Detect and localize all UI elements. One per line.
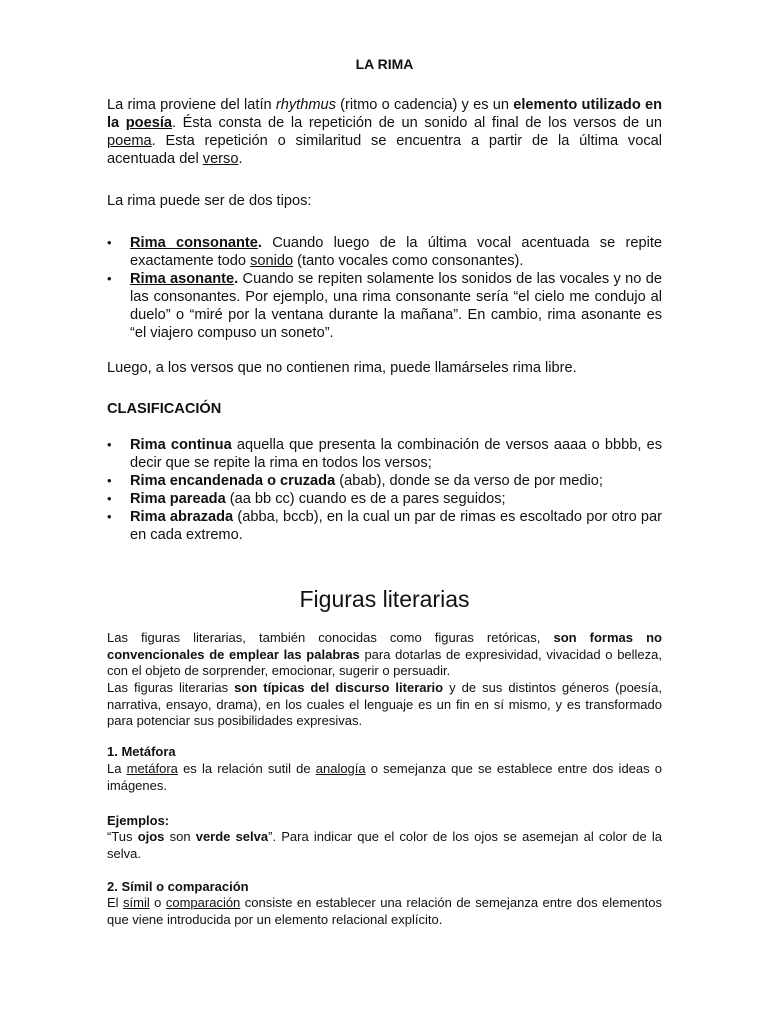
link-comparacion[interactable]: comparación bbox=[165, 895, 241, 910]
figuras-paragraph-2 bbox=[107, 680, 662, 730]
clasificacion-name: Rima pareada bbox=[130, 491, 226, 507]
rhyme-type-desc: (tanto vocales como consonantes). bbox=[293, 253, 524, 269]
simil-text: o bbox=[149, 895, 166, 910]
clasificacion-list bbox=[107, 436, 662, 544]
figuras-text: para dotarlas de expresividad, vivacidad o belleza, con el objeto de sorprender, emocionar, sugerir o persuadir. bbox=[107, 646, 663, 678]
simil-paragraph bbox=[107, 895, 662, 928]
intro-text: . Esta repetición o similaritud se encuentra a partir de la última vocal acentuada del bbox=[107, 133, 662, 167]
link-metafora[interactable]: metáfora bbox=[126, 761, 178, 776]
ejemplos-bold: verde selva bbox=[195, 829, 269, 844]
clasificacion-desc: aquella que presenta la combinación de versos aaaa o bbbb, es decir que se repite la rima en todos los versos; bbox=[130, 437, 662, 471]
ejemplos-paragraph bbox=[107, 829, 662, 862]
clasificacion-heading: CLASIFICACIÓN bbox=[107, 401, 222, 417]
intro-paragraph bbox=[107, 96, 662, 168]
intro-bold-text: elemento utilizado en la bbox=[107, 97, 663, 131]
metafora-heading: 1. Metáfora bbox=[107, 744, 176, 759]
figuras-text: Las figuras literarias bbox=[107, 680, 235, 695]
rima-libre-paragraph: Luego, a los versos que no contienen rima, puede llamárseles rima libre. bbox=[107, 360, 577, 376]
ejemplos-text: ”. Para indicar que el color de los ojos se asemejan al color de la selva. bbox=[107, 829, 662, 861]
list-item bbox=[107, 472, 662, 490]
ejemplos-text: son bbox=[164, 829, 196, 844]
ejemplos-heading: Ejemplos: bbox=[107, 813, 170, 828]
clasificacion-desc: (abab), donde se da verso de por medio; bbox=[335, 473, 603, 489]
clasificacion-name: Rima encandenada o cruzada bbox=[130, 473, 336, 489]
metafora-text: La bbox=[107, 761, 127, 776]
page-title: LA RIMA bbox=[355, 56, 414, 72]
ejemplos-text: “Tus bbox=[107, 829, 138, 844]
figuras-title: Figuras literarias bbox=[299, 586, 470, 612]
link-poesia[interactable]: poesía bbox=[125, 115, 172, 131]
list-item bbox=[107, 234, 662, 270]
intro-text: (ritmo o cadencia) y es un bbox=[335, 97, 514, 113]
rhyme-type-desc: Cuando luego de la última vocal acentuada se repite exactamente todo bbox=[130, 235, 662, 269]
simil-heading: 2. Símil o comparación bbox=[107, 879, 249, 894]
figuras-bold: son formas no convencionales de emplear las palabras bbox=[107, 630, 662, 662]
intro-text: La rima proviene del latín bbox=[107, 97, 276, 113]
rhyme-type-name: Rima consonante bbox=[130, 235, 258, 251]
clasificacion-name: Rima abrazada bbox=[130, 509, 234, 525]
link-verso[interactable]: verso bbox=[202, 151, 239, 167]
list-item bbox=[107, 508, 662, 544]
list-item bbox=[107, 436, 662, 472]
simil-text: consiste en establecer una relación de semejanza entre dos elementos que viene introducida por un elemento relacional explícito. bbox=[107, 895, 662, 927]
clasificacion-desc: (abba, bccb), en la cual un par de rimas es escoltado por otro par en cada extremo. bbox=[130, 509, 662, 543]
rhyme-type-name: Rima asonante bbox=[130, 271, 235, 287]
rhyme-type-dot: . bbox=[234, 271, 239, 287]
rhyme-type-dot: . bbox=[257, 235, 262, 251]
rhyme-types-list bbox=[107, 234, 662, 342]
link-analogia[interactable]: analogía bbox=[315, 761, 366, 776]
metafora-paragraph bbox=[107, 761, 662, 794]
rhyme-type-desc: Cuando se repiten solamente los sonidos de las vocales y no de las consonantes. Por ejemplo, una rima consonante sería “el cielo me condujo al duelo” o “miré por la ventana durante la mañana”. En cambio, rima asonante es “el viajero compuso un soneto”. bbox=[130, 271, 662, 341]
simil-text: El bbox=[107, 895, 124, 910]
link-simil[interactable]: símil bbox=[123, 895, 150, 910]
latin-word: rhythmus bbox=[275, 97, 336, 113]
types-intro: La rima puede ser de dos tipos: bbox=[107, 193, 312, 209]
link-poema[interactable]: poema bbox=[107, 133, 152, 149]
ejemplos-bold: ojos bbox=[137, 829, 165, 844]
link-sonido[interactable]: sonido bbox=[250, 253, 294, 269]
list-item bbox=[107, 490, 662, 508]
list-item bbox=[107, 270, 662, 342]
intro-text: . bbox=[238, 151, 243, 167]
figuras-paragraph-1 bbox=[107, 630, 662, 680]
intro-text: . Ésta consta de la repetición de un sonido al final de los versos de un bbox=[172, 115, 662, 131]
metafora-text: es la relación sutil de bbox=[177, 761, 316, 776]
clasificacion-desc: (aa bb cc) cuando es de a pares seguidos; bbox=[225, 491, 506, 507]
figuras-text: Las figuras literarias, también conocidas como figuras retóricas, bbox=[107, 630, 554, 645]
metafora-text: o semejanza que se establece entre dos ideas o imágenes. bbox=[107, 761, 663, 793]
clasificacion-name: Rima continua bbox=[130, 437, 232, 453]
figuras-bold: son típicas del discurso literario bbox=[234, 680, 444, 695]
figuras-text: y de sus distintos géneros (poesía, narrativa, ensayo, drama), en los cuales el lenguaje es un fin en sí mismo, y es transformado para potenciar sus posibilidades expresivas. bbox=[107, 680, 662, 728]
